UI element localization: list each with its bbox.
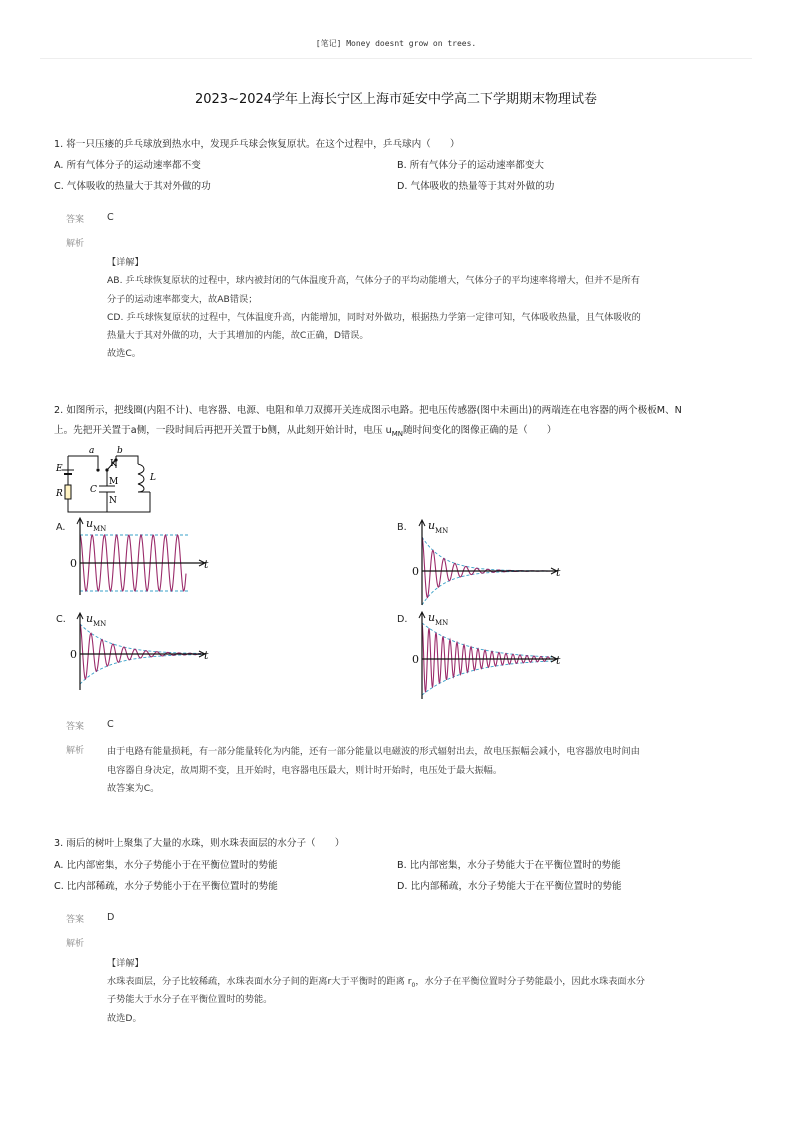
axis-label-mn: MN (435, 619, 449, 627)
q1-explain-line: 分子的运动速率都变大，故AB错误； (107, 294, 258, 305)
page-header-note: [笔记] Money doesnt grow on trees. (315, 39, 477, 48)
r0-subscript: 0 (411, 981, 416, 989)
axis-label-u: u (428, 519, 436, 532)
origin-label: 0 (412, 565, 419, 578)
q2-stem-line1: 2. 如图所示，把线圈(内阻不计)、电容器、电源、电阻和单刀双掷开关连成图示电路。把电压传感器(图中未画出)的两端连在电容器的两个极板M、N (54, 405, 682, 416)
q2-answer-label: 答案 (66, 722, 85, 732)
q1-answer-label: 答案 (66, 215, 85, 225)
q1-stem: 1. 将一只压瘘的乒乓球放到热水中，发现乒乓球会恢复原状。在这个过程中，乒乓球内（ ） (54, 139, 460, 150)
q3-explain-line: 【详解】 (107, 958, 144, 969)
q2-stem-line2: 上。先把开关置于a侧，一段时间后再把开关置于b侧，从此刻开始计时，电压 $u_{MN}$随时间变化的图像正确的是（ ） (54, 425, 557, 438)
q3-answer-label: 答案 (66, 915, 85, 925)
q3-explain-line: 水珠表面层，分子比较稀疏，水珠表面水分子间的距离r大于平衡时的距离 $r_0$，水分子在平衡位置时分子势能最小，因此水珠表面水分 (107, 976, 645, 989)
q2-answer-value: C (107, 719, 114, 730)
label-r: R (56, 489, 63, 499)
origin-label: 0 (70, 648, 77, 661)
axis-label-mn: MN (435, 527, 449, 535)
q1-explain-line: CD. 乒乓球恢复原状的过程中，气体温度升高，内能增加，同时对外做功，根据热力学第一定律可知，气体吸收热量，且气体吸收的 (107, 312, 641, 323)
axis-label-mn: MN (93, 525, 107, 533)
q3-option-b[interactable]: B. 比内部密集，水分子势能大于在平衡位置时的势能 (397, 860, 621, 871)
label-m: M (109, 477, 119, 487)
q3-option-c[interactable]: C. 比内部稀疏，水分子势能小于在平衡位置时的势能 (54, 881, 278, 892)
label-e: E (56, 464, 63, 474)
q2-option-c[interactable]: C. (56, 614, 66, 625)
q1-explain-line: 热量大于其对外做的功，大于其增加的内能，故C正确，D错误。 (107, 330, 369, 341)
axis-label-t: t (556, 566, 561, 579)
header-divider (40, 58, 752, 59)
envelope-lower (422, 571, 552, 605)
envelope-upper (80, 624, 203, 654)
q1-explain-line: AB. 乒乓球恢复原状的过程中，球内被封闭的气体温度升高，气体分子的平均动能增大，气体分子的平均速率将增大，但并不是所有 (107, 275, 640, 286)
axis-label-t: t (204, 649, 209, 662)
q1-analysis-label: 解析 (66, 239, 85, 249)
q3-explain-line: 子势能大于水分子在平衡位置时的势能。 (107, 994, 273, 1005)
q2-graph-c (66, 610, 216, 692)
q3-stem: 3. 雨后的树叶上聚集了大量的水珠，则水珠表面层的水分子（ ） (54, 838, 345, 849)
q2-graph-b (408, 517, 568, 607)
q1-explain-line: 故选C。 (107, 348, 141, 359)
q3-answer-value: D (107, 912, 115, 923)
oscillation-curve (422, 623, 550, 692)
q1-explain-line: 【详解】 (107, 257, 144, 268)
q1-option-a[interactable]: A. 所有气体分子的运动速率都不变 (54, 160, 201, 171)
q2-option-a[interactable]: A. (56, 522, 66, 533)
axis-label-t: t (556, 654, 561, 667)
axis-label-u: u (86, 517, 94, 530)
q1-option-c[interactable]: C. 气体吸收的热量大于其对外做的功 (54, 181, 211, 192)
label-c: C (90, 485, 97, 495)
q2-stem-subscript: MN (391, 429, 403, 438)
page-title: 2023~2024学年上海长宁区上海市延安中学高二下学期期末物理试卷 (194, 92, 598, 107)
origin-label: 0 (412, 653, 419, 666)
q3-option-a[interactable]: A. 比内部密集，水分子势能小于在平衡位置时的势能 (54, 860, 278, 871)
q2-graph-d (408, 609, 568, 701)
envelope-lower (422, 661, 552, 695)
oscillation-curve (422, 537, 550, 597)
q2-explain-line: 由于电路有能量损耗，有一部分能量转化为内能，还有一部分能量以电磁波的形式辐射出去，故电压振幅会减小，电容器放电时间由 (107, 746, 640, 757)
axis-label-mn: MN (93, 620, 107, 628)
q3-analysis-label: 解析 (66, 939, 85, 949)
label-a: a (89, 446, 95, 456)
switch-contact-a (96, 468, 99, 471)
q2-analysis-label: 解析 (66, 746, 85, 756)
label-n: N (109, 496, 117, 506)
origin-label: 0 (70, 557, 77, 570)
q2-circuit-diagram (54, 440, 164, 522)
q2-option-d[interactable]: D. (397, 614, 408, 625)
switch-pivot (105, 468, 108, 471)
axis-label-u: u (428, 611, 436, 624)
axis-label-u: u (86, 612, 94, 625)
q3-option-d[interactable]: D. 比内部稀疏，水分子势能大于在平衡位置时的势能 (397, 881, 622, 892)
axis-label-t: t (204, 558, 209, 571)
q1-option-d[interactable]: D. 气体吸收的热量等于其对外做的功 (397, 181, 555, 192)
q2-explain-line: 故答案为C。 (107, 783, 160, 794)
q2-option-b[interactable]: B. (397, 522, 407, 533)
q1-answer-value: C (107, 212, 114, 223)
q1-option-b[interactable]: B. 所有气体分子的运动速率都变大 (397, 160, 544, 171)
q3-explain-line: 故选D。 (107, 1013, 142, 1024)
q2-explain-line: 电容器自身决定，故周期不变，且开始时，电容器电压最大，则计时开始时，电压处于最大振幅。 (107, 765, 503, 776)
label-b: b (117, 446, 123, 456)
label-l: L (150, 473, 156, 483)
q2-graph-a (66, 515, 216, 597)
label-k: K (110, 459, 117, 469)
